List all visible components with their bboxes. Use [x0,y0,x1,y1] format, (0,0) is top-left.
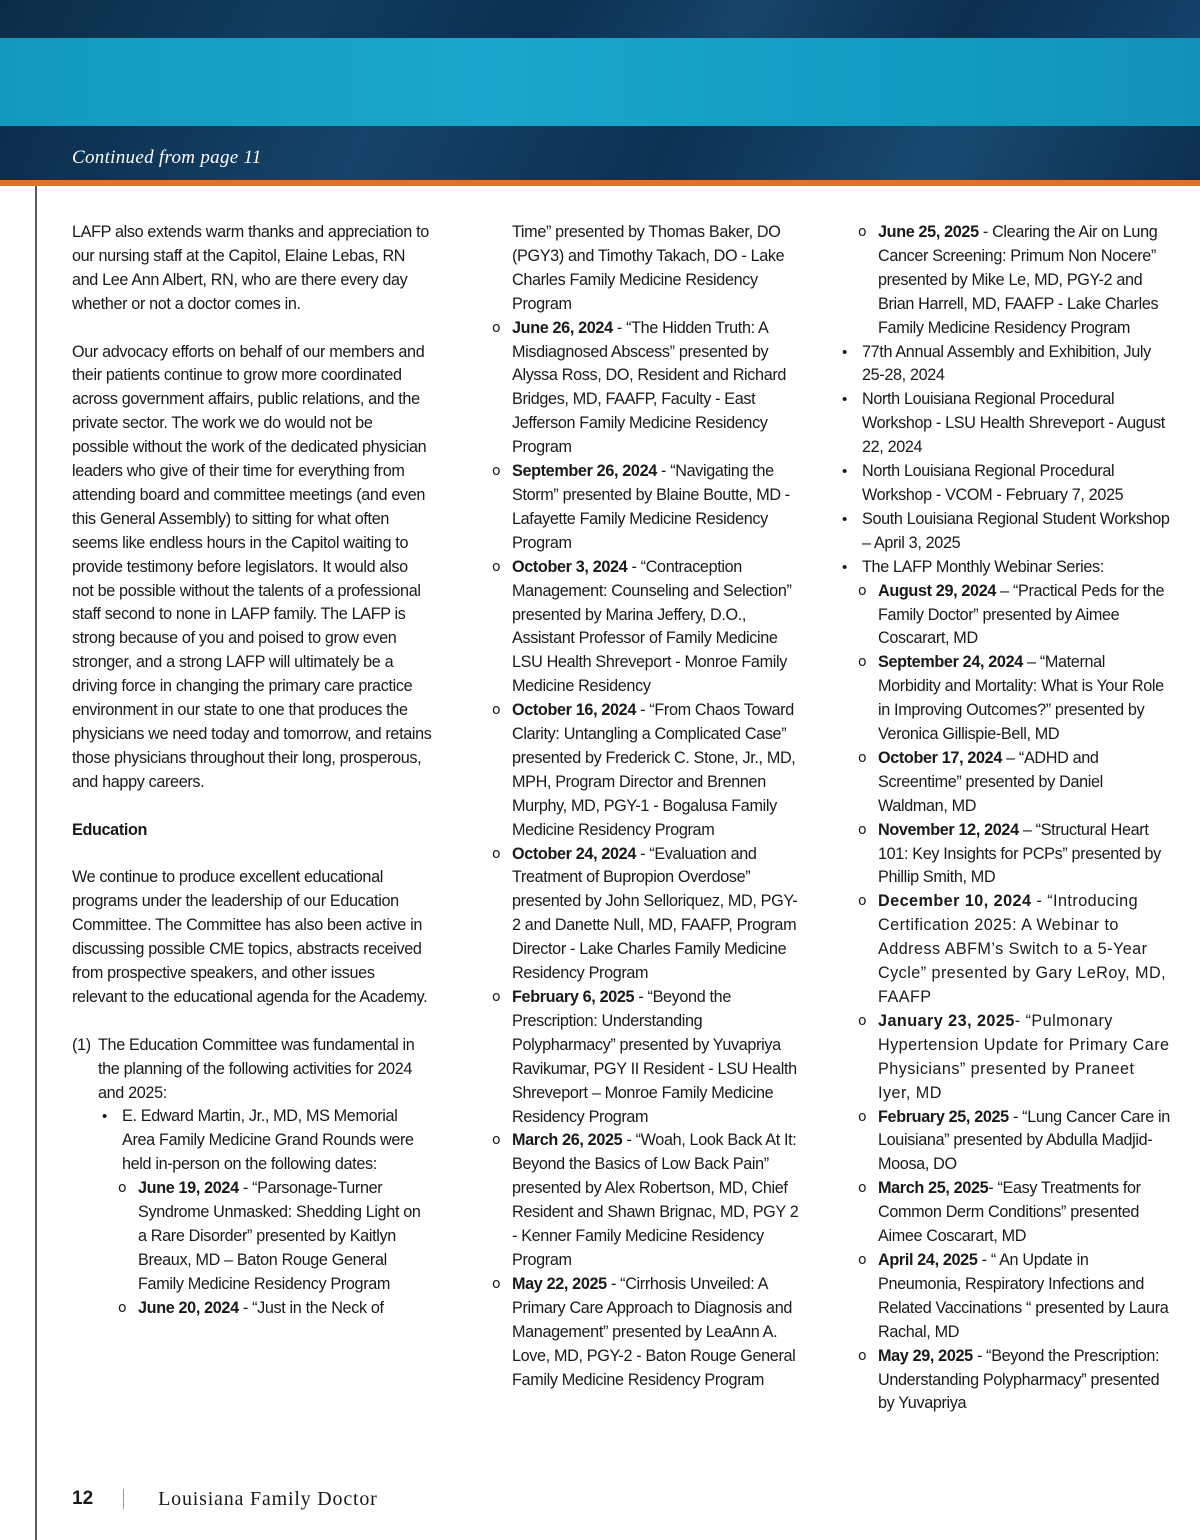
item-text: - “The Hidden Truth: A Misdiagnosed Abscess” presented by Alyssa Ross, DO, Resident and Richard Bridges, MD, FAAFP, Faculty - East Jefferson Family Medicine Residency Program [512,318,787,457]
item-text: - “Parsonage-Turner Syndrome Unmasked: Shedding Light on a Rare Disorder” presented by Kaitlyn Breaux, MD – Baton Rouge General Family Medicine Residency Program [138,1179,421,1293]
header-band-cyan [0,38,1200,126]
bullet-north-la-workshop-lsu [838,388,1170,460]
item-date: September 26, 2024 [512,462,657,481]
bullet-grand-rounds [98,1105,432,1177]
item-date: May 22, 2025 [512,1274,607,1293]
item-text: - “From Chaos Toward Clarity: Untangling a Complicated Case” presented by Frederick C. Stone, Jr., MD, MPH, Program Director and Brennen Murphy, MD, PGY-1 - Bogalusa Family Medicine Residency Program [512,701,796,839]
item-date: June 19, 2024 [138,1179,239,1198]
grand-rounds-item-continued: Time” presented by Thomas Baker, DO (PGY3) and Timothy Takach, DO - Lake Charles Family Medicine Residency Program [512,223,785,313]
bullet-north-la-workshop-vcom [838,460,1170,508]
circle-bullet-icon: o [858,1108,867,1125]
column-2 [492,221,802,1392]
webinar-item [858,1106,1170,1178]
grand-rounds-item [492,986,802,1129]
circle-bullet-icon: o [858,654,867,671]
bullet-icon: • [842,558,847,576]
grand-rounds-item [492,1129,802,1272]
grand-rounds-item [492,317,802,460]
grand-rounds-item [492,1273,802,1393]
page-footer [72,1486,378,1512]
item-date: May 29, 2025 [878,1346,973,1365]
item-text: - “Evaluation and Treatment of Bupropion Overdose” presented by John Selloriquez, MD, PGY-2 and Danette Null, MD, FAAFP, Program Director - Lake Charles Family Medicine Residency Program [512,844,798,983]
item-date: August 29, 2024 [878,581,997,600]
webinar-item [858,651,1170,747]
item-text: - “Pulmonary Hypertension Update for Primary Care Physicians” presented by Praneet Iyer, MD [878,1011,1170,1102]
item-date: October 17, 2024 [878,748,1002,767]
bullet-text: South Louisiana Regional Student Workshop – April 3, 2025 [862,509,1170,552]
item-text: - “Beyond the Prescription: Understanding Polypharmacy” presented by Yuvapriya Ravikumar, PGY II Resident - LSU Health Shreveport – Monroe Family Medicine Residency Program [512,988,797,1126]
grand-rounds-item [118,1177,432,1297]
grand-rounds-item [492,556,802,699]
item-date: November 12, 2024 [878,820,1019,839]
grand-rounds-item [492,699,802,842]
item-date: June 25, 2025 [878,223,979,241]
webinar-item [858,1177,1170,1249]
circle-bullet-icon: o [492,702,501,719]
item-date: March 25, 2025 [878,1179,989,1198]
continued-label: Continued from page 11 [72,147,262,168]
circle-bullet-icon: o [492,1132,501,1149]
left-margin-rule [35,186,37,1540]
circle-bullet-icon: o [492,463,501,480]
circle-bullet-icon: o [492,319,501,336]
circle-bullet-icon: o [858,582,867,599]
item-date: October 24, 2024 [512,844,636,863]
bullet-text: 77th Annual Assembly and Exhibition, July 25-28, 2024 [862,342,1151,385]
circle-bullet-icon: o [492,989,501,1005]
item-text: - Clearing the Air on Lung Cancer Screening: Primum Non Nocere” presented by Mike Le, MD, PGY-2 and Brian Harrell, MD, FAAFP - Lake Charles Family Medicine Residency Program [878,223,1159,337]
bullet-text: E. Edward Martin, Jr., MD, MS Memorial Area Family Medicine Grand Rounds were held in-person on the following dates: [122,1107,414,1174]
circle-bullet-icon: o [492,845,501,862]
item-date: March 26, 2025 [512,1131,623,1150]
header-orange-rule [0,180,1200,186]
publication-title: Louisiana Family Doctor [158,1487,378,1510]
bullet-icon: • [842,510,847,528]
paragraph-advocacy: Our advocacy efforts on behalf of our members and their patients continue to grow more coordinated across government affairs, public relations, and the private sector. The work we do would not be possible without the work of the dedicated physician leaders who give of their time for everything from attending board and committee meetings (and even this General Assembly) to sitting for what often seems like endless hours in the Capitol waiting to provide testimony before legislators. It would also not be possible without the talents of a professional staff second to none in LAFP family. The LAFP is strong because of you and poised to grow even stronger, and a strong LAFP will ultimately be a driving force in changing the primary care practice environment in our state to one that produces the physicians we need today and tomorrow, and retains those physicians throughout their long, prosperous, and happy careers. [72,342,432,791]
item-date: February 25, 2025 [878,1107,1009,1126]
item-text: - “Easy Treatments for Common Derm Conditions” presented Aimee Coscarart, MD [878,1179,1141,1246]
bullet-text: North Louisiana Regional Procedural Workshop - VCOM - February 7, 2025 [862,462,1124,504]
circle-bullet-icon: o [858,893,868,910]
item-text: - “Contraception Management: Counseling and Selection” presented by Marina Jeffery, D.O., Assistant Professor of Family Medicine LSU Health Shreveport - Monroe Family Medicine Residency [512,557,792,696]
circle-bullet-icon: o [858,1347,867,1364]
circle-bullet-icon: o [858,821,867,838]
circle-bullet-icon: o [858,1251,867,1268]
item-text: - “Cirrhosis Unveiled: A Primary Care Approach to Diagnosis and Management” presented by LeaAnn A. Love, MD, PGY-2 - Baton Rouge General Family Medicine Residency Program [512,1274,796,1389]
webinar-item [858,1345,1170,1417]
bullet-south-la-workshop [838,508,1170,556]
item-text: - “Navigating the Storm” presented by Blaine Boutte, MD - Lafayette Family Medicine Residency Program [512,462,790,552]
page-number: 12 [72,1488,94,1509]
item-text: - “Woah, Look Back At It: Beyond the Basics of Low Back Pain” presented by Alex Robertson, MD, Chief Resident and Shawn Brignac, MD, PGY 2 - Kenner Family Medicine Residency Program [512,1131,799,1269]
circle-bullet-icon: o [858,224,867,240]
item-date: October 3, 2024 [512,557,628,576]
item-date: December 10, 2024 [878,892,1032,911]
paragraph-nursing-thanks: LAFP also extends warm thanks and appreciation to our nursing staff at the Capitol, Elaine Lebas, RN and Lee Ann Albert, RN, who are there every day whether or not a doctor comes in. [72,223,429,313]
circle-bullet-icon: o [858,1180,867,1197]
circle-bullet-icon: o [118,1180,127,1197]
grand-rounds-item [492,460,802,556]
education-heading [72,819,432,843]
item-text: - “ An Update in Pneumonia, Respiratory Infections and Related Vaccinations “ presented by Laura Rachal, MD [878,1250,1169,1341]
item-text: – “ADHD and Screentime” presented by Daniel Waldman, MD [878,748,1103,815]
webinar-item [858,747,1170,819]
footer-divider [123,1489,124,1509]
circle-bullet-icon: o [492,1275,501,1292]
item-date: February 6, 2025 [512,988,635,1006]
item-text: - “Beyond the Prescription: Understanding Polypharmacy” presented by Yuvapriya [878,1346,1160,1413]
item-text: The Education Committee was fundamental in the planning of the following activities for 2024 and 2025: [98,1035,415,1102]
bullet-icon: • [102,1108,107,1126]
webinar-item [858,1010,1170,1106]
item-text: - “Just in the Neck of [238,1298,384,1317]
numbered-item-1 [72,1034,432,1106]
circle-bullet-icon: o [492,558,501,575]
item-date: January 23, 2025 [878,1011,1015,1030]
item-date: June 26, 2024 [512,318,613,337]
circle-bullet-icon: o [858,749,867,766]
item-text: – “Structural Heart 101: Key Insights for PCPs” presented by Phillip Smith, MD [878,820,1161,887]
item-text: - “Lung Cancer Care in Louisiana” presented by Abdulla Madjid-Moosa, DO [878,1107,1170,1174]
column-3 [838,221,1170,1416]
column-1 [72,221,432,1321]
webinar-item [858,890,1170,1010]
item-date: October 16, 2024 [512,701,636,720]
item-text: – “Practical Peds for the Family Doctor” presented by Aimee Coscarart, MD [878,581,1165,648]
bullet-icon: • [842,343,847,361]
bullet-text: North Louisiana Regional Procedural Workshop - LSU Health Shreveport - August 22, 2024 [862,390,1165,457]
grand-rounds-item [492,843,802,986]
item-text: – “Maternal Morbidity and Mortality: What is Your Role in Improving Outcomes?” presented by Veronica Gillispie-Bell, MD [878,653,1164,744]
grand-rounds-item [858,221,1170,341]
bullet-icon: • [842,463,847,481]
item-date: June 20, 2024 [138,1298,239,1317]
item-text: - “Introducing Certification 2025: A Webinar to Address ABFM’s Switch to a 5-Year Cycle” presented by Gary LeRoy, MD, FAAFP [878,892,1167,1006]
bullet-text: The LAFP Monthly Webinar Series: [862,557,1104,576]
webinar-item [858,819,1170,891]
grand-rounds-item [118,1297,432,1321]
item-date: April 24, 2025 [878,1250,978,1269]
webinar-item [858,580,1170,652]
bullet-annual-assembly [838,341,1170,389]
webinar-item [858,1249,1170,1345]
bullet-icon: • [842,391,847,409]
education-heading-text: Education [72,820,148,839]
item-date: September 24, 2024 [878,653,1023,672]
paragraph-education: We continue to produce excellent educational programs under the leadership of our Education Committee. The Committee has also been active in discussing possible CME topics, abstracts received from prospective speakers, and other issues relevant to the educational agenda for the Academy. [72,868,428,1006]
header-band-top [0,0,1200,38]
bullet-webinar-series [838,556,1170,580]
item-number: (1) [72,1035,91,1054]
circle-bullet-icon: o [118,1299,127,1316]
circle-bullet-icon: o [858,1012,868,1029]
